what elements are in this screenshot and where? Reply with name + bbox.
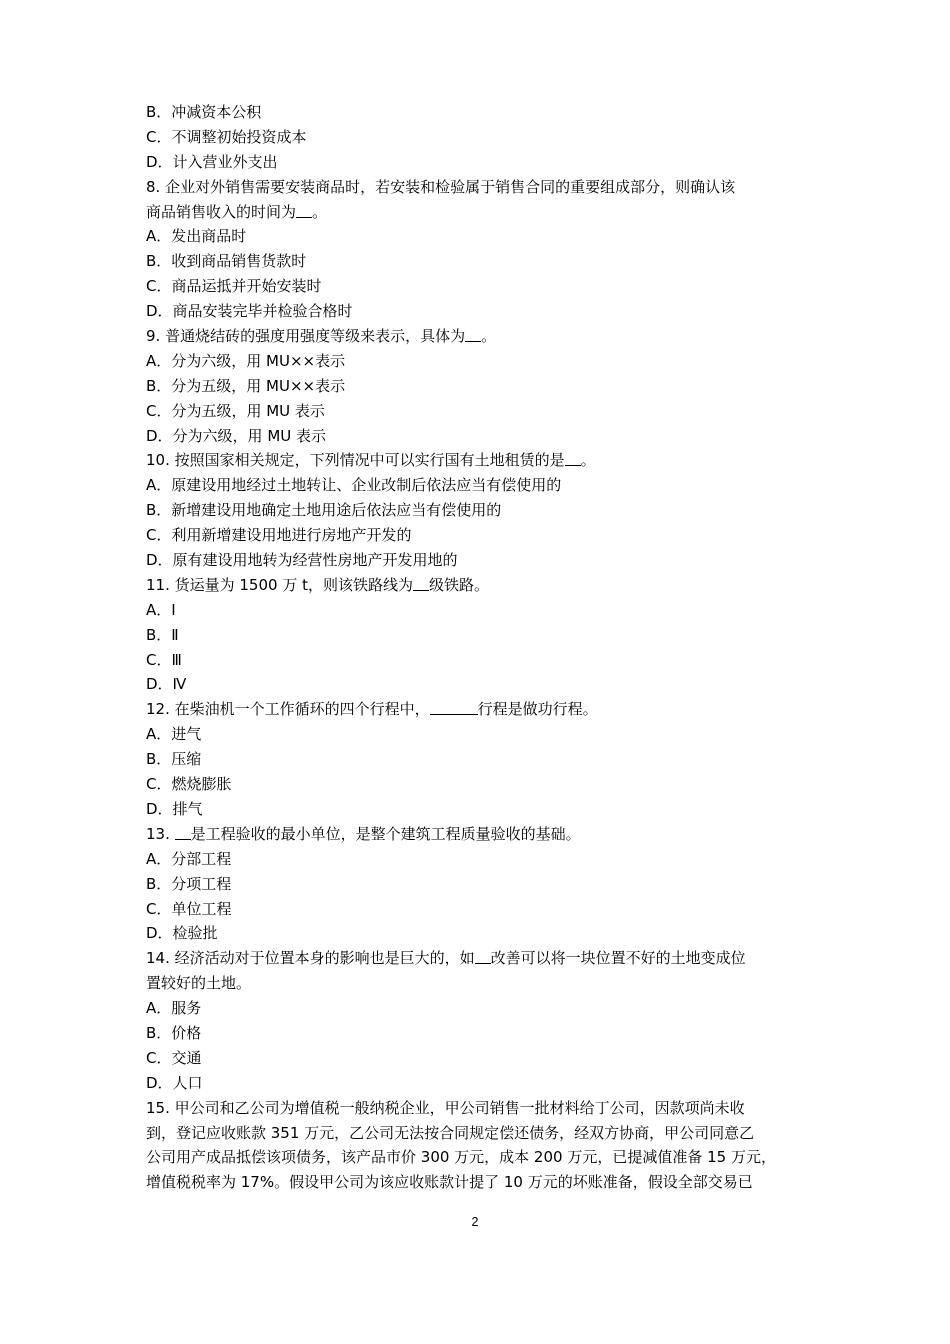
text-line: C．不调整初始投资成本 — [146, 127, 307, 146]
text-line: B．价格 — [146, 1023, 202, 1042]
text-line: B．压缩 — [146, 750, 202, 769]
text-line: C．单位工程 — [146, 899, 232, 918]
text-line: A．Ⅰ — [146, 600, 176, 619]
answer-blank — [175, 824, 191, 840]
text-line: A．分部工程 — [146, 849, 232, 868]
answer-blank — [465, 326, 481, 342]
text-line: A．分为六级，用 MU××表示 — [146, 351, 346, 370]
answer-blank — [296, 202, 312, 218]
answer-blank — [565, 450, 581, 466]
text-line: D．原有建设用地转为经营性房地产开发用地的 — [146, 551, 458, 570]
text-line: B．收到商品销售货款时 — [146, 252, 307, 271]
text-line: D．Ⅳ — [146, 675, 187, 694]
text-line: 15. 甲公司和乙公司为增值税一般纳税企业，甲公司销售一批材料给丁公司，因款项尚未收 — [146, 1098, 745, 1117]
text-line: 10. 按照国家相关规定，下列情况中可以实行国有土地租赁的是 。 — [146, 451, 596, 470]
page-number: 2 — [471, 1215, 479, 1229]
text-line: A．原建设用地经过土地转让、企业改制后依法应当有偿使用的 — [146, 476, 562, 495]
text-line: D．商品安装完毕并检验合格时 — [146, 302, 353, 321]
text-line: 14. 经济活动对于位置本身的影响也是巨大的，如 改善可以将一块位置不好的土地变成位 — [146, 949, 746, 968]
text-line: D．计入营业外支出 — [146, 152, 278, 171]
text-line: 9. 普通烧结砖的强度用强度等级来表示，具体为 。 — [146, 327, 497, 346]
text-line: C．分为五级，用 MU 表示 — [146, 401, 325, 420]
text-line: 13. 是工程验收的最小单位，是整个建筑工程质量验收的基础。 — [146, 824, 581, 843]
text-line: B．Ⅱ — [146, 625, 179, 644]
text-line: D．排气 — [146, 799, 203, 818]
text-line: A．服务 — [146, 999, 202, 1018]
text-line: 11. 货运量为 1500 万 t，则该铁路线为 级铁路。 — [146, 575, 489, 594]
text-line: D．分为六级，用 MU 表示 — [146, 426, 327, 445]
text-line: B．分项工程 — [146, 874, 232, 893]
text-line: 8. 企业对外销售需要安装商品时，若安装和检验属于销售合同的重要组成部分，则确认该 — [146, 177, 736, 196]
text-line: C．燃烧膨胀 — [146, 775, 232, 794]
question-text-block — [146, 100, 826, 1195]
text-line: A．发出商品时 — [146, 227, 247, 246]
answer-blank — [430, 699, 478, 715]
text-line: 到，登记应收账款 351 万元，乙公司无法按合同规定偿还债务，经双方协商，甲公司同意乙 — [146, 1123, 755, 1142]
text-line: A．进气 — [146, 725, 202, 744]
text-line: 增值税税率为 17%。假设甲公司为该应收账款计提了 10 万元的坏账准备，假设全部交易已 — [146, 1173, 753, 1192]
text-line: B．新增建设用地确定土地用途后依法应当有偿使用的 — [146, 501, 502, 520]
text-line: C．商品运抵并开始安装时 — [146, 277, 322, 296]
text-line: B．冲减资本公积 — [146, 103, 262, 121]
text-line: C．Ⅲ — [146, 650, 182, 669]
text-line: 商品销售收入的时间为 。 — [146, 202, 328, 221]
text-line: C．交通 — [146, 1048, 202, 1067]
answer-blank — [475, 948, 491, 964]
text-line: B．分为五级，用 MU××表示 — [146, 376, 346, 395]
text-line: 置较好的土地。 — [146, 974, 252, 993]
text-line: D．检验批 — [146, 924, 218, 943]
text-line: 公司用产成品抵偿该项债务，该产品市价 300 万元，成本 200 万元，已提减值准备 15 万元， — [146, 1148, 776, 1167]
text-line: C．利用新增建设用地进行房地产开发的 — [146, 526, 412, 545]
answer-blank — [413, 575, 429, 591]
text-line: D．人口 — [146, 1073, 203, 1092]
text-line: 12. 在柴油机一个工作循环的四个行程中， 行程是做功行程。 — [146, 700, 598, 719]
